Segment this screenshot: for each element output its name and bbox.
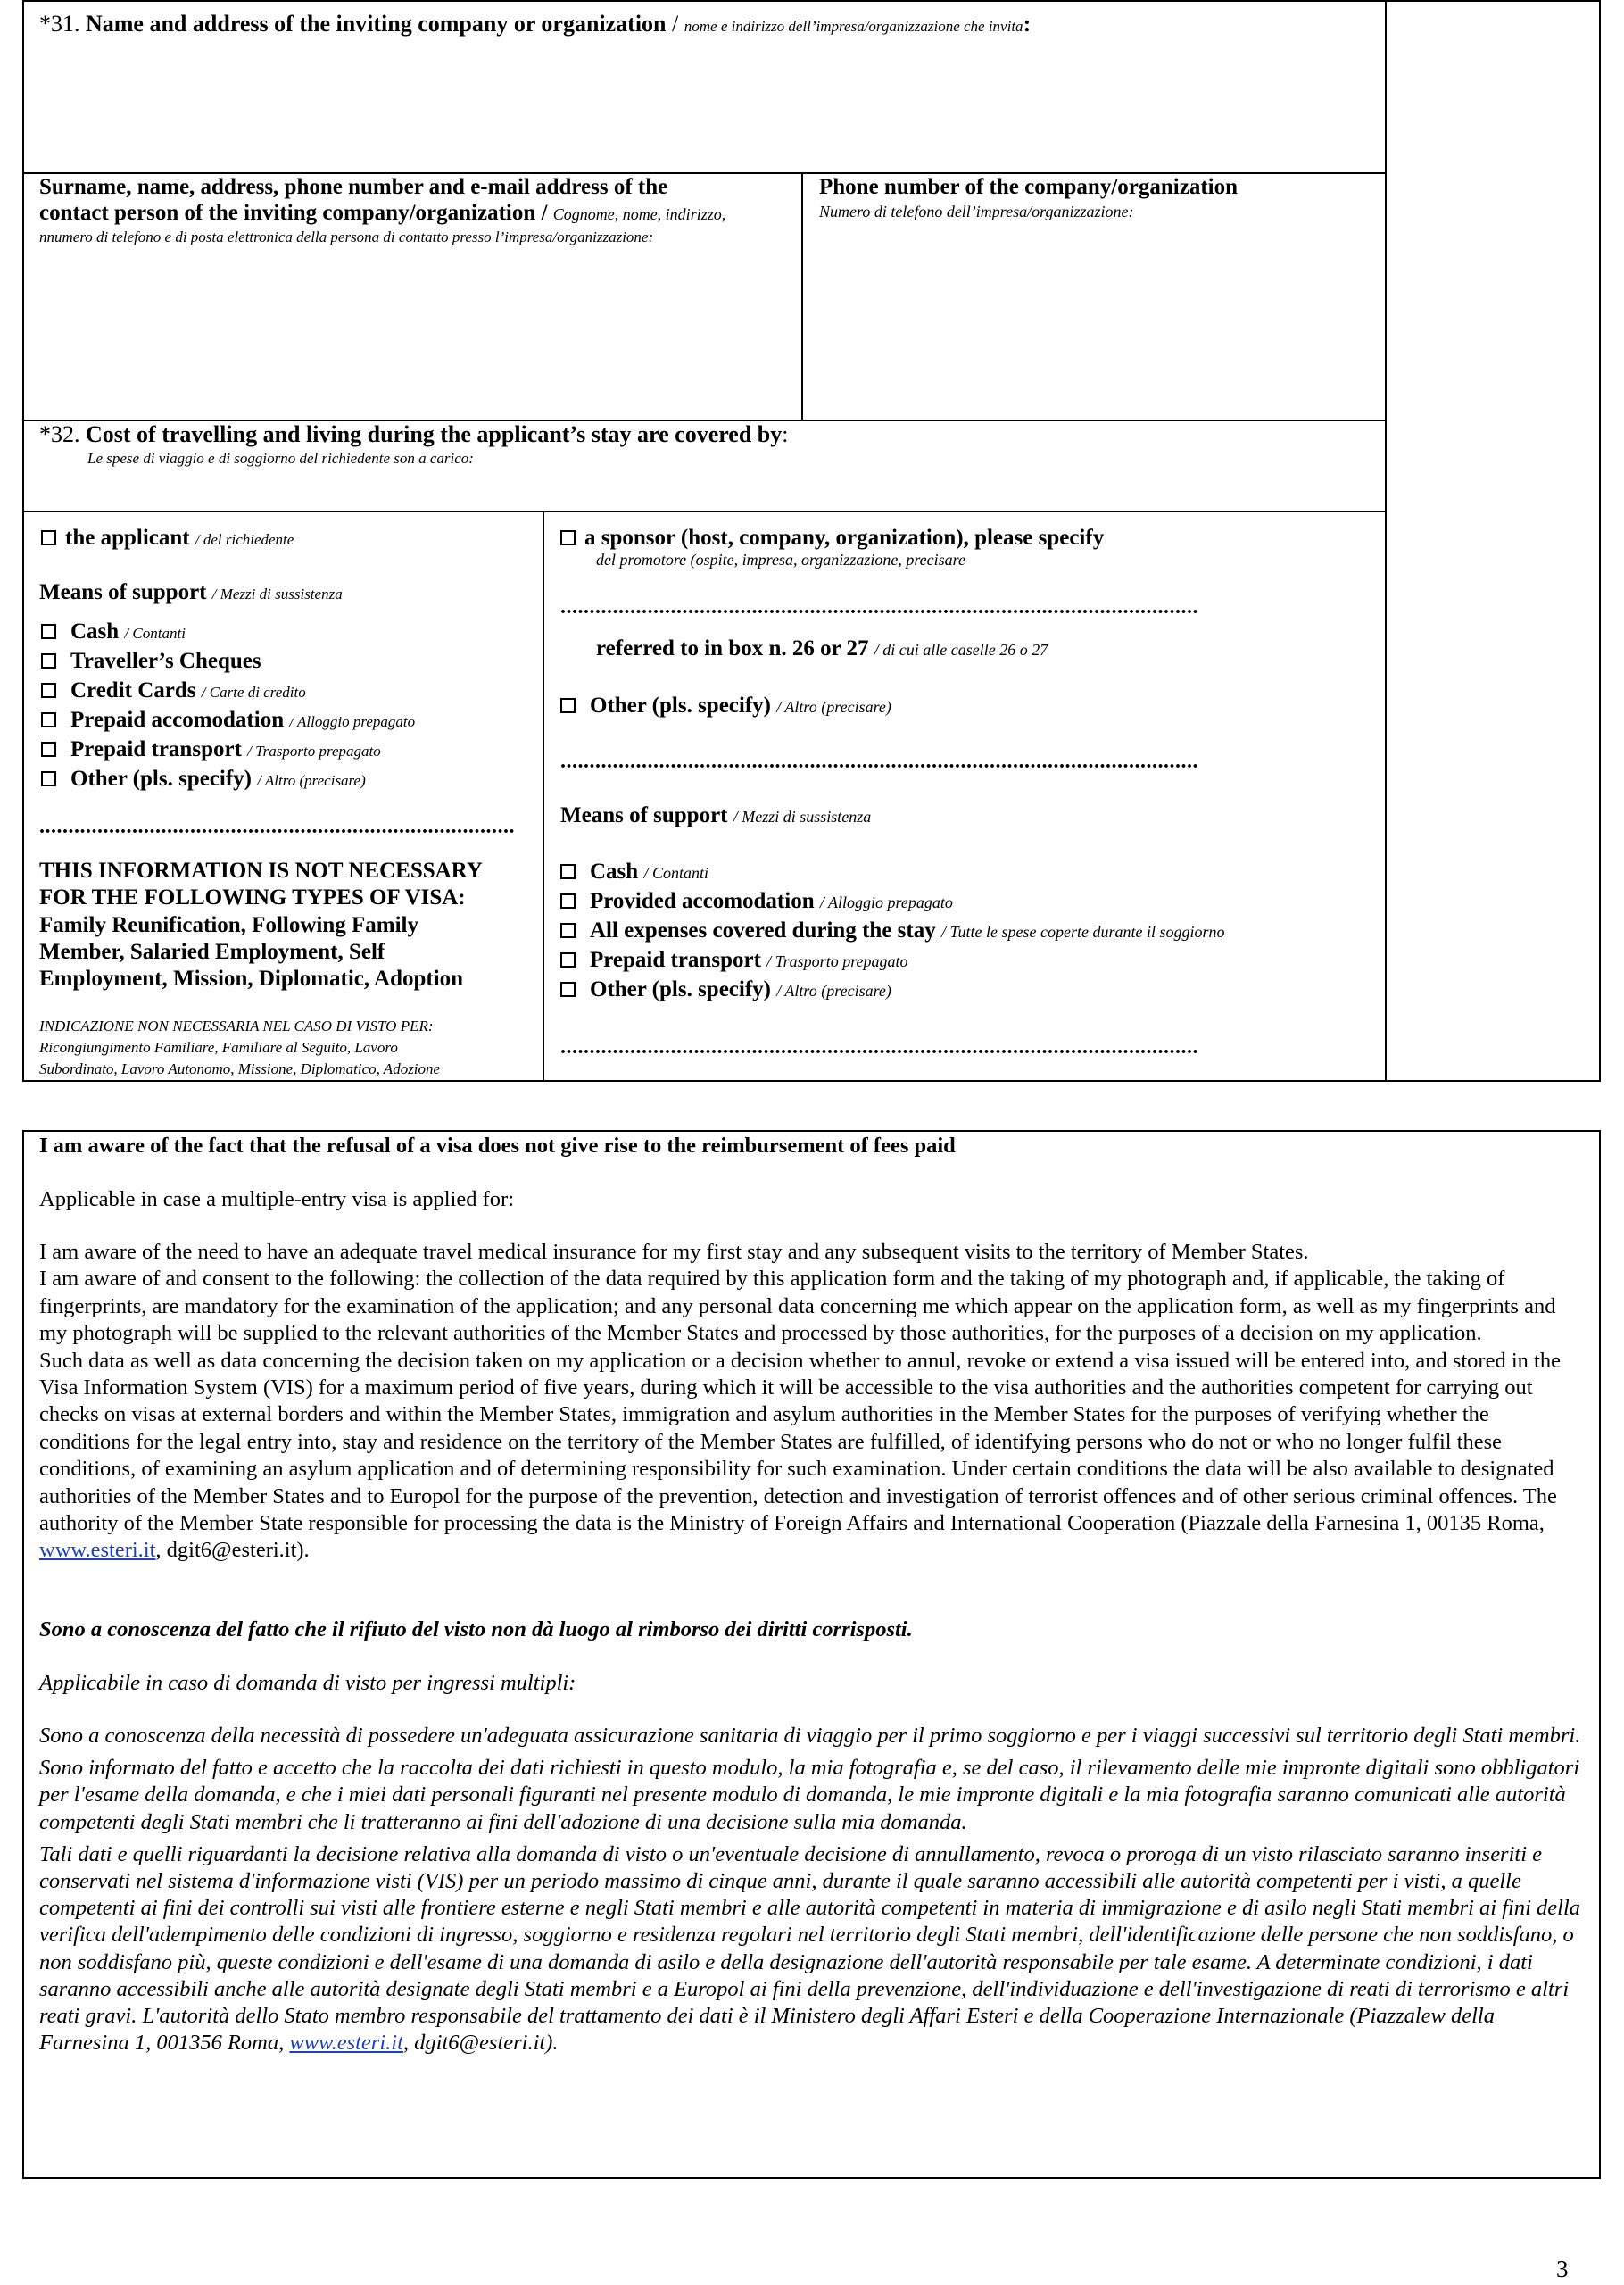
sponsor-other-option[interactable]: Other (pls. specify) / Altro (precisare) [560, 694, 891, 719]
notice-line-3: Family Reunification, Following Family [39, 913, 418, 937]
checkbox[interactable] [41, 653, 56, 669]
checkbox[interactable] [560, 923, 576, 938]
notice-line-4: Member, Salaried Employment, Self [39, 940, 385, 964]
notice-it-line-3: Subordinato, Lavoro Autonomo, Missione, Diplomatico, Adozione [39, 1060, 441, 1077]
sponsor-option[interactable]: a sponsor (host, company, organization), please specify [560, 526, 1104, 551]
applicant-sponsor-divider [543, 511, 544, 1082]
rule-after-31 [22, 172, 1387, 174]
sponsor-means-label: Means of support / Mezzi di sussistenza [560, 803, 872, 827]
top-border-right [1385, 0, 1601, 2]
sponsor-specify-line[interactable]: .............................................................................................................. [560, 595, 1198, 619]
sponsor-option-other[interactable]: Other (pls. specify) / Altro (precisare) [560, 977, 891, 1002]
notice-it-line-1: INDICAZIONE NON NECESSARIA NEL CASO DI VISTO PER: [39, 1018, 434, 1034]
contact-phone-divider [801, 172, 803, 421]
checkbox[interactable] [560, 982, 576, 997]
declaration-p3-it: Tali dati e quelli riguardanti la decisione relativa alla domanda di visto o un'eventuale decisione di annullamento, revoca o proroga di un visto rilasciato saranno inseriti e conservati nel sistema d'informazione visti (VIS) per un periodo massimo di cinque anni, durante il quale saranno accessibili alle autorità competenti per i visti, a quelle competenti ai fini dei controlli sui visti alle frontiere esterne e negli Stati membri e alle autorità competenti in materia di immigrazione e di asilo negli Stati membri ai fini della verifica dell'adempimento delle condizioni di ingresso, soggiorno e residenza regolari nel territorio degli Stati membri, dell'identificazione delle persone che non soddisfano, o non soddisfano più, queste condizioni e dell'esame di una domanda di asilo e della designazione dell'autorità responsabile per tale esame. A determinate condizioni, i dati saranno accessibili anche alle autorità designate degli Stati membri e a Europol ai fini della prevenzione, dell'individuazione e dell'investigazione di reati di terrorismo e altri reati gravi. L'autorità dello Stato membro responsabile del trattamento dei dati è il Ministero degli Affari Esteri e della Cooperazione Internazionale (Piazzalew della Farnesina 1, 001356 Roma, www.esteri.it, dgit6@esteri.it). [39, 1841, 1581, 2056]
esteri-link-it[interactable]: www.esteri.it [289, 2031, 403, 2056]
field-31-label: *31. Name and address of the inviting company or organization / nome e indirizzo dell’impresa/organizzazione che invita: [39, 11, 1032, 37]
declaration-text-en [39, 1239, 1585, 1565]
declaration-heading: I am aware of the fact that the refusal of a visa does not give rise to the reimbursement of fees paid [39, 1134, 956, 1158]
field-31-input[interactable] [27, 45, 1381, 170]
notice-line-2: FOR THE FOLLOWING TYPES OF VISA: [39, 885, 466, 910]
sponsor-referred: referred to in box n. 26 or 27 / di cui alle caselle 26 o 27 [596, 636, 1048, 661]
applicant-option-cash[interactable]: Cash / Contanti [41, 619, 186, 644]
checkbox[interactable] [41, 742, 56, 757]
right-column-divider [1385, 0, 1387, 1082]
rule-after-32 [22, 511, 1387, 512]
sponsor-other-specify-line[interactable]: .............................................................................................................. [560, 750, 1198, 773]
declaration-text-it [39, 1723, 1585, 2056]
applicant-option-other[interactable]: Other (pls. specify) / Altro (precisare) [41, 767, 366, 792]
declaration-p3: Such data as well as data concerning the decision taken on my application or a decision whether to annul, revoke or extend a visa issued will be entered into, and stored in the Visa Information System (VIS) for a maximum period of five years, during which it will be accessible to the visa authorities and the authorities competent for carrying out checks on visas at external borders and within the Member States, immigration and asylum authorities in the Member States for the purposes of verifying whether the conditions for the legal entry into, stay and residence on the territory of the Member States are fulfilled, of identifying persons who do not or who no longer fulfil these conditions, of examining an asylum application and of determining responsibility for such examination. Under certain conditions the data will be also available to designated authorities of the Member States and to Europol for the purpose of the prevention, detection and investigation of terrorist offences and of other serious criminal offences. The authority of the Member State responsible for processing the data is the Ministry of Foreign Affairs and International Cooperation (Piazzale della Farnesina 1, 00135 Roma, www.esteri.it, dgit6@esteri.it). [39, 1348, 1561, 1563]
notice-line-5: Employment, Mission, Diplomatic, Adoption [39, 967, 464, 991]
applicant-option-credit-cards[interactable]: Credit Cards / Carte di credito [41, 678, 306, 703]
applicant-option-prepaid-accomodation[interactable]: Prepaid accomodation / Alloggio prepagato [41, 708, 415, 733]
declaration-multi-entry: Applicable in case a multiple-entry visa is applied for: [39, 1187, 515, 1211]
phone-input[interactable] [807, 232, 1381, 417]
phone-label: Phone number of the company/organization [819, 175, 1238, 199]
phone-label-it: Numero di telefono dell’impresa/organizzazione: [819, 203, 1134, 220]
sponsor-label-it: del promotore (ospite, impresa, organizzazione, precisare [596, 551, 965, 569]
applicant-means-label: Means of support / Mezzi di sussistenza [39, 580, 343, 604]
sponsor-option-prepaid-transport[interactable]: Prepaid transport / Trasporto prepagato [560, 948, 908, 973]
contact-label-it: nnumero di telefono e di posta elettronica della persona di contatto presso l’impresa/organizzazione: [39, 228, 654, 245]
applicant-option-prepaid-transport[interactable]: Prepaid transport / Trasporto prepagato [41, 737, 381, 762]
declaration-multi-entry-it: Applicabile in caso di domanda di visto per ingressi multipli: [39, 1671, 576, 1695]
checkbox[interactable] [41, 624, 56, 639]
contact-label-line2: contact person of the inviting company/organization / Cognome, nome, indirizzo, [39, 201, 726, 225]
right-column-border [1599, 0, 1601, 1082]
applicant-other-specify-line[interactable]: .................................................................................. [39, 815, 515, 838]
applicant-option[interactable]: the applicant / del richiedente [41, 526, 294, 551]
declaration-heading-it: Sono a conoscenza del fatto che il rifiuto del visto non dà luogo al rimborso dei diritti corrisposti. [39, 1617, 913, 1641]
checkbox[interactable] [560, 952, 576, 968]
sponsor-option-cash[interactable]: Cash / Contanti [560, 860, 708, 885]
declaration-p1: I am aware of the need to have an adequate travel medical insurance for my first stay and any subsequent visits to the territory of Member States. [39, 1240, 1309, 1264]
sponsor-means-other-specify-line[interactable]: .............................................................................................................. [560, 1035, 1198, 1059]
checkbox[interactable] [41, 712, 56, 727]
declaration-p2-it: Sono informato del fatto e accetto che la raccolta dei dati richiesti in questo modulo, la mia fotografia e, se del caso, il rilevamento delle mie impronte digitali sono obbligatori per l'esame della domanda, e che i miei dati personali figuranti nel presente modulo di domanda, le mie impronte digitali e la mia fotografia saranno comunicati alle autorità competenti degli Stati membri che li tratteranno ai fini dell'adozione di una decisione sulla mia domanda. [39, 1756, 1580, 1834]
sponsor-option-all-expenses[interactable]: All expenses covered during the stay / Tutte le spese coperte durante il soggiorno [560, 918, 1224, 943]
checkbox[interactable] [41, 771, 56, 786]
checkbox[interactable] [41, 683, 56, 698]
applicant-checkbox[interactable] [41, 530, 56, 545]
declaration-p1-it: Sono a conoscenza della necessità di possedere un'adeguata assicurazione sanitaria di viaggio per il primo soggiorno e per i viaggi successivi sul territorio degli Stati membri. [39, 1724, 1581, 1748]
bottom-border-right [1385, 1080, 1601, 1082]
sponsor-option-provided-accomodation[interactable]: Provided accomodation / Alloggio prepagato [560, 889, 953, 914]
checkbox[interactable] [560, 698, 576, 713]
field-32-label: *32. Cost of travelling and living during the applicant’s stay are covered by: [39, 421, 789, 447]
contact-person-input[interactable] [27, 254, 796, 417]
declaration-p2: I am aware of and consent to the following: the collection of the data required by this application form and the taking of my photograph and, if applicable, the taking of fingerprints, are mandatory for the examination of the application; and any personal data concerning me which appear on the application form, as well as my fingerprints and my photograph will be supplied to the relevant authorities of the Member States and processed by those authorities, for the purposes of a decision on my application. [39, 1267, 1556, 1346]
checkbox[interactable] [560, 864, 576, 879]
applicant-option-travellers-cheques[interactable]: Traveller’s Cheques [41, 649, 261, 674]
contact-label-line1: Surname, name, address, phone number and e-mail address of the [39, 175, 668, 199]
notice-it-line-2: Ricongiungimento Familiare, Familiare al Seguito, Lavoro [39, 1039, 398, 1056]
field-32-label-it: Le spese di viaggio e di soggiorno del richiedente son a carico: [87, 450, 474, 467]
checkbox[interactable] [560, 893, 576, 909]
esteri-link[interactable]: www.esteri.it [39, 1538, 156, 1563]
notice-line-1: THIS INFORMATION IS NOT NECESSARY [39, 859, 483, 883]
page-number: 3 [1556, 2256, 1569, 2282]
sponsor-checkbox[interactable] [560, 530, 576, 545]
